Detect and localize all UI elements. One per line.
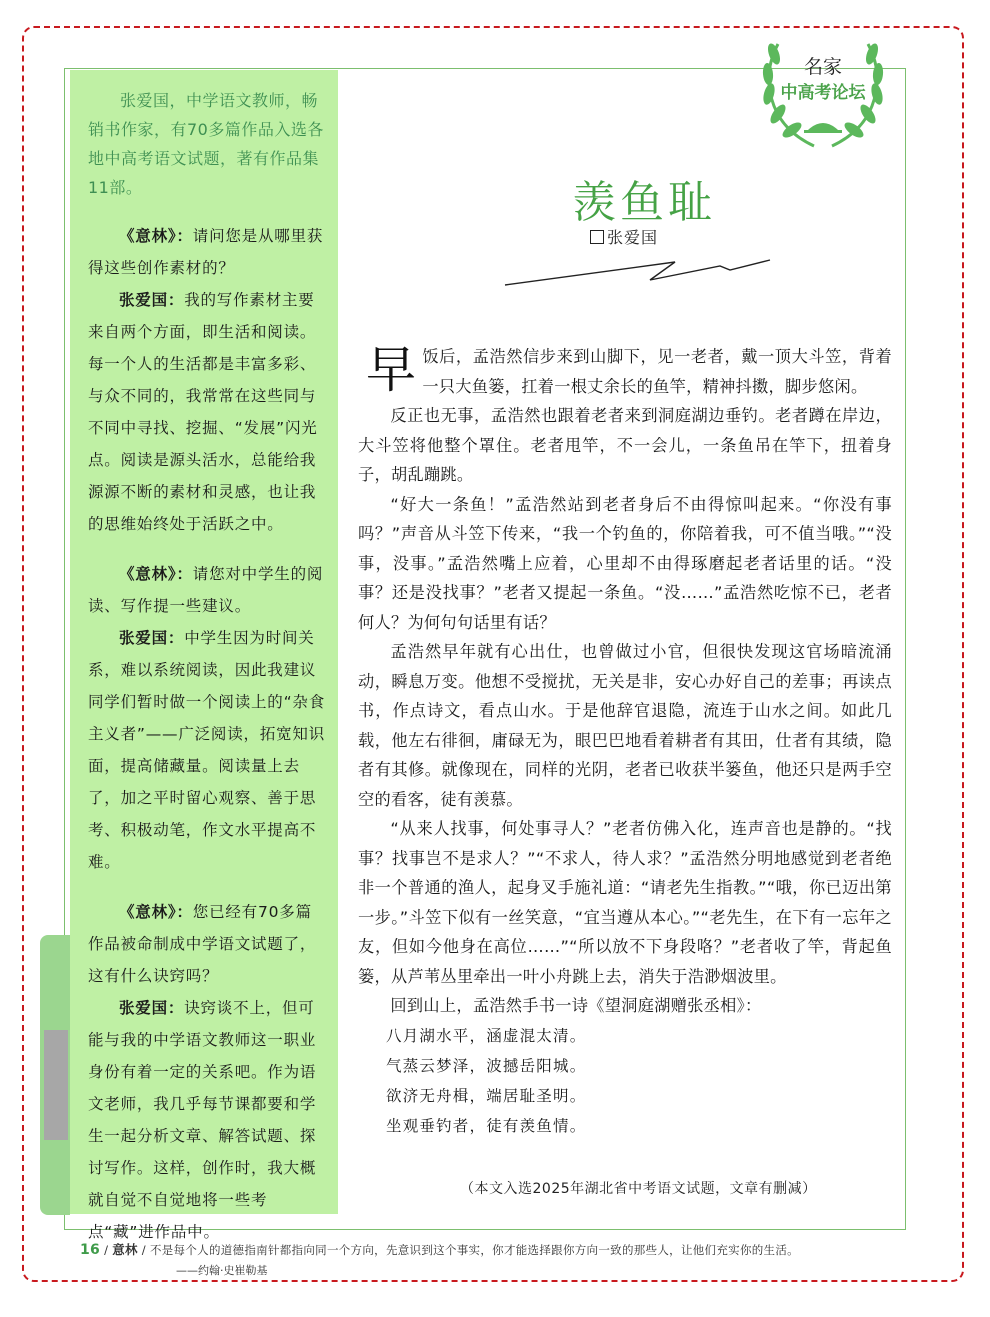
article-paragraph xyxy=(358,342,892,401)
poem-line: 欲济无舟楫，端居耻圣明。 xyxy=(386,1086,587,1105)
author-intro: 张爱国，中学语文教师，畅销书作家，有70多篇作品入选各地中高考语文试题，著有作品集11部。 xyxy=(88,91,324,197)
footer-attribution: ——约翰·史崔勒基 xyxy=(176,1264,268,1277)
qa-question xyxy=(88,558,326,622)
qa-text: 诀窍谈不上，但可能与我的中学语文教师这一职业身份有着一定的关系吧。作为语文老师，我几乎每节课都要和学生一起分析文章、解答试题、探讨写作。这样，创作时，我大概就自觉不自觉地将一些考点“藏”进作品中。 xyxy=(88,999,317,1241)
qa-text: 您已经有70多篇作品被命制成中学语文试题了，这有什么诀窍吗？ xyxy=(88,903,317,985)
qa-answer xyxy=(88,992,326,1248)
source-note: （本文入选2025年湖北省中考语文试题，文章有删减） xyxy=(460,1181,817,1197)
divider: / xyxy=(141,1243,146,1257)
signature-flourish xyxy=(500,240,780,295)
emblem-column-name: 中高考论坛 xyxy=(780,83,866,103)
article-paragraph: 反正也无事，孟浩然也跟着老者来到洞庭湖边垂钓。老者蹲在岸边，大斗笠将他整个罩住。老者甩竿，不一会儿，一条鱼吊在竿下，扭着身子，胡乱蹦跳。 xyxy=(358,406,892,484)
first-paragraph-text: 饭后，孟浩然信步来到山脚下，见一老者，戴一顶大斗笠，背着一只大鱼篓，扛着一根丈余长的鱼竿，精神抖擞，脚步悠闲。 xyxy=(422,347,892,396)
interview-sidebar xyxy=(70,70,338,1241)
qa-question xyxy=(88,220,326,284)
article-paragraph: “从来人找事，何处事寻人？”老者仿佛入化，连声音也是静的。“找事？找事岂不是求人？”“不求人，待人求？”孟浩然分明地感觉到老者绝非一个普通的渔人，起身叉手施礼道：“请老先生指教。”“哦，你已迈出第一步。”斗笠下似有一丝笑意，“宜当遵从本心。”“老先生，在下有一忘年之友，但如今他身在高位……”“所以放不下身段咯？”老者收了竿，背起鱼篓，从芦苇丛里牵出一叶小舟跳上去，消失于浩渺烟波里。 xyxy=(358,819,892,986)
poem-line: 八月湖水平，涵虚混太清。 xyxy=(386,1026,587,1045)
page-edge-marker xyxy=(44,1030,68,1140)
qa-speaker: 张爱国： xyxy=(119,291,185,309)
qa-speaker: 张爱国： xyxy=(119,629,185,647)
qa-answer xyxy=(88,622,326,878)
qa-text: 中学生因为时间关系，难以系统阅读，因此我建议同学们暂时做一个阅读上的“杂食主义者”——广泛阅读，拓宽知识面，提高储藏量。阅读量上去了，加之平时留心观察、善于思考、积极动笔，作文水平提高不难。 xyxy=(88,629,326,871)
qa-text: 我的写作素材主要来自两个方面，即生活和阅读。每一个人的生活都是丰富多彩、与众不同的，我常常在这些同与不同中寻找、挖掘、“发展”闪光点。阅读是源头活水，总能给我源源不断的素材和灵感，也让我的思维始终处于活跃之中。 xyxy=(88,291,318,533)
article-title: 羡鱼耻 xyxy=(572,177,716,228)
column-emblem xyxy=(756,30,890,156)
emblem-title: 名家 xyxy=(803,56,842,78)
drop-cap: 早 xyxy=(366,341,417,399)
article-paragraph: 回到山上，孟浩然手书一诗《望洞庭湖赠张丞相》： xyxy=(390,996,762,1015)
divider: / xyxy=(104,1243,109,1257)
qa-question xyxy=(88,896,326,992)
poem-line: 坐观垂钓者，徒有羡鱼情。 xyxy=(386,1116,587,1135)
author-name: 张爱国 xyxy=(607,228,659,247)
page-number: 16 xyxy=(80,1242,101,1258)
footer-quote: 不是每个人的道德指南针都指向同一个方向，先意识到这个事实，你才能选择跟你方向一致的那些人，让他们充实你的生活。 xyxy=(149,1243,799,1257)
qa-speaker: 《意林》： xyxy=(119,565,193,583)
poem xyxy=(386,1021,892,1141)
poem-line: 气蒸云梦泽，波撼岳阳城。 xyxy=(386,1056,587,1075)
qa-speaker: 《意林》： xyxy=(119,227,193,245)
qa-answer xyxy=(88,284,326,540)
magazine-name: 意林 xyxy=(112,1242,138,1257)
article-paragraph: “好大一条鱼！”孟浩然站到老者身后不由得惊叫起来。“你没有事吗？”声音从斗笠下传来，“我一个钓鱼的，你陪着我，可不值当哦。”“没事，没事。”孟浩然嘴上应着，心里却不由得琢磨起老者话里的话。“没事？还是没找事？”老者又提起一条鱼。“没……”孟浩然吃惊不已，老者何人？为何句句话里有话？ xyxy=(358,494,892,632)
qa-text: 请您对中学生的阅读、写作提一些建议。 xyxy=(88,565,324,615)
article-body xyxy=(358,342,892,1141)
qa-speaker: 张爱国： xyxy=(119,999,185,1017)
qa-text: 请问您是从哪里获得这些创作素材的？ xyxy=(88,227,324,277)
page-footer xyxy=(80,1240,799,1258)
qa-speaker: 《意林》： xyxy=(119,903,193,921)
article-paragraph: 孟浩然早年就有心出仕，也曾做过小官，但很快发现这官场暗流涌动，瞬息万变。他想不受搅扰，无关是非，安心办好自己的差事；再读点书，作点诗文，看点山水。于是他辞官退隐，流连于山水之间。如此几载，他左右徘徊，庸碌无为，眼巴巴地看着耕者有其田，仕者有其绩，隐者有其修。就像现在，同样的光阴，老者已收获半篓鱼，他还只是两手空空的看客，徒有羡慕。 xyxy=(358,642,892,809)
